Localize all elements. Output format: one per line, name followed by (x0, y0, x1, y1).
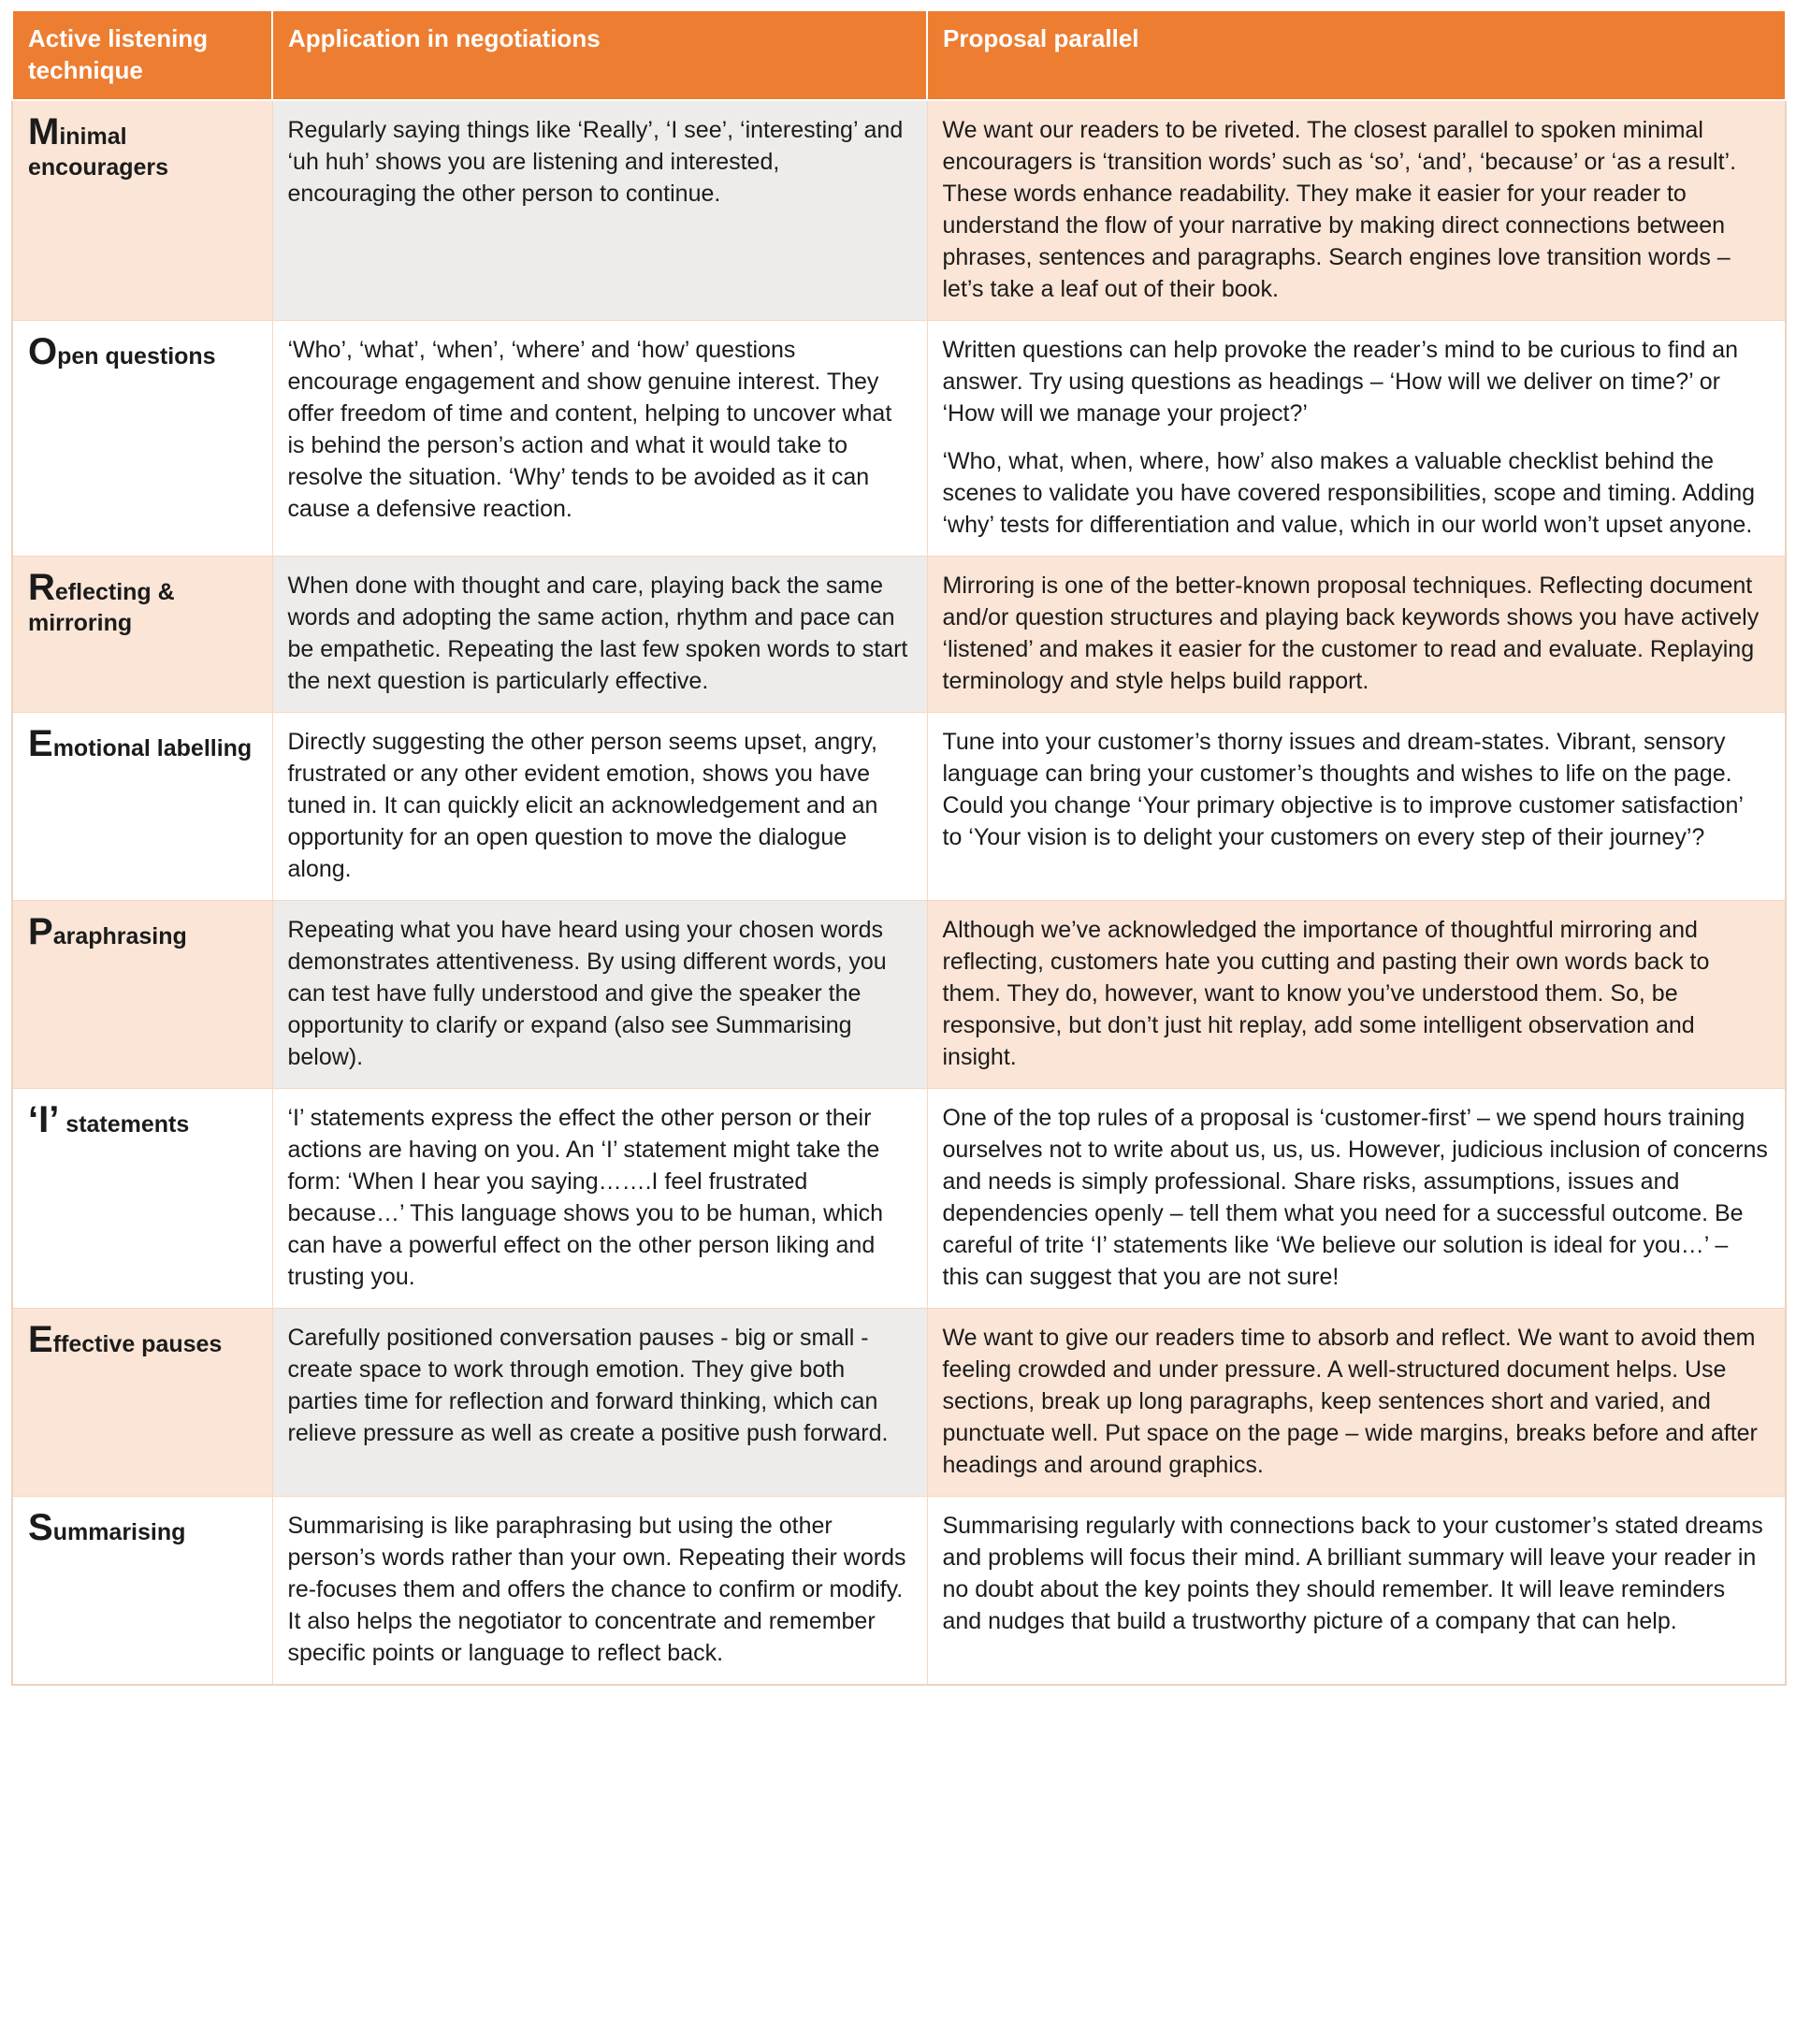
technique-initial: M (28, 111, 60, 152)
application-cell (272, 100, 927, 321)
technique-initial: E (28, 723, 53, 764)
cell-paragraph: Carefully positioned conversation pauses - big or small - create space to work through emotion. They give both parties time for reflection and forward thinking, which can relieve pressure as well as create a positive push forward. (287, 1325, 889, 1446)
technique-initial: E (28, 1319, 53, 1360)
proposal-cell (927, 100, 1786, 321)
proposal-cell (927, 1089, 1786, 1309)
technique-initial: P (28, 911, 53, 952)
table-row (12, 1497, 1786, 1686)
proposal-cell (927, 321, 1786, 557)
column-header-application: Application in negotiations (272, 10, 927, 100)
technique-label: araphrasing (52, 923, 187, 950)
technique-initial: O (28, 331, 58, 372)
table-row (12, 1089, 1786, 1309)
technique-cell (12, 713, 272, 901)
cell-paragraph: We want our readers to be riveted. The closest parallel to spoken minimal encouragers is ‘transition words’ such as ‘so’, ‘and’, ‘because’ or ‘as a result’. These words enhance readability. They make it easier for your reader to understand the flow of your narrative by making direct connections between phrases, sentences and paragraphs. Search engines love transition words – let’s take a leaf out of their book. (942, 117, 1737, 302)
application-cell (272, 1497, 927, 1686)
column-header-technique: Active listening technique (12, 10, 272, 100)
proposal-cell (927, 713, 1786, 901)
proposal-cell (927, 1497, 1786, 1686)
technique-cell (12, 1089, 272, 1309)
table-header-row (12, 10, 1786, 100)
technique-label: eflecting & mirroring (28, 579, 175, 636)
cell-paragraph: Although we’ve acknowledged the importance of thoughtful mirroring and reflecting, customers hate you cutting and pasting their own words back to them. They do, however, want to know you’ve understood them. So, be responsive, but don’t just hit replay, add some intelligent observation and insight. (942, 917, 1710, 1070)
technique-label: pen questions (57, 343, 216, 370)
technique-label: statements (59, 1111, 190, 1138)
technique-cell (12, 901, 272, 1089)
table-body (12, 100, 1786, 1685)
technique-label: ffective pauses (52, 1331, 223, 1357)
cell-paragraph: Summarising is like paraphrasing but using the other person’s words rather than your own. Repeating their words re-focuses them and offers the chance to confirm or modify. It also helps the negotiator to concentrate and remember specific points or language to reflect back. (287, 1513, 906, 1666)
cell-paragraph: ‘Who, what, when, where, how’ also makes a valuable checklist behind the scenes to validate you have covered responsibilities, scope and timing. Adding ‘why’ tests for differentiation and value, which in our world won’t upset anyone. (942, 448, 1756, 538)
cell-paragraph: Summarising regularly with connections back to your customer’s stated dreams and problems will focus their mind. A brilliant summary will leave your reader in no doubt about the key points they should remember. It will leave reminders and nudges that build a trustworthy picture of a company that can help. (942, 1513, 1763, 1634)
table-row (12, 713, 1786, 901)
cell-paragraph: Repeating what you have heard using your chosen words demonstrates attentiveness. By using different words, you can test have fully understood and give the speaker the opportunity to clarify or expand (also see Summarising below). (287, 917, 887, 1070)
proposal-cell (927, 901, 1786, 1089)
technique-cell (12, 1497, 272, 1686)
column-header-proposal: Proposal parallel (927, 10, 1786, 100)
technique-cell (12, 557, 272, 713)
table-row (12, 1309, 1786, 1497)
cell-paragraph: Mirroring is one of the better-known proposal techniques. Reflecting document and/or question structures and playing back keywords shows you have actively ‘listened’ and makes it easier for the customer to read and evaluate. Replaying terminology and style helps build rapport. (942, 573, 1760, 694)
technique-label: motional labelling (52, 735, 253, 761)
cell-paragraph: Regularly saying things like ‘Really’, ‘I see’, ‘interesting’ and ‘uh huh’ shows you are listening and interested, encouraging the other person to continue. (287, 117, 904, 207)
technique-label: ummarising (52, 1519, 186, 1545)
cell-paragraph: When done with thought and care, playing back the same words and adopting the same action, rhythm and pace can be empathetic. Repeating the last few spoken words to start the next question is particularly effective. (287, 573, 908, 694)
table-row (12, 901, 1786, 1089)
application-cell (272, 1309, 927, 1497)
technique-cell (12, 321, 272, 557)
proposal-cell (927, 1309, 1786, 1497)
table-row (12, 100, 1786, 321)
cell-paragraph: Written questions can help provoke the reader’s mind to be curious to find an answer. Try using questions as headings – ‘How will we deliver on time?’ or ‘How will we manage your project?’ (942, 337, 1739, 427)
application-cell (272, 321, 927, 557)
technique-cell (12, 100, 272, 321)
table-row (12, 557, 1786, 713)
cell-paragraph: Directly suggesting the other person seems upset, angry, frustrated or any other evident emotion, shows you have tuned in. It can quickly elicit an acknowledgement and an opportunity for an open question to move the dialogue along. (287, 729, 878, 882)
technique-initial: R (28, 567, 55, 608)
technique-cell (12, 1309, 272, 1497)
cell-paragraph: ‘I’ statements express the effect the other person or their actions are having on you. An ‘I’ statement might take the form: ‘When I hear you saying…….I feel frustrated because…’ This language shows you to be human, which can have a powerful effect on the other person liking and trusting you. (287, 1105, 883, 1290)
technique-initial: S (28, 1507, 53, 1548)
table-row (12, 321, 1786, 557)
proposal-cell (927, 557, 1786, 713)
application-cell (272, 713, 927, 901)
technique-initial: ‘I’ (28, 1099, 60, 1140)
cell-paragraph: Tune into your customer’s thorny issues and dream-states. Vibrant, sensory language can bring your customer’s thoughts and wishes to life on the page. Could you change ‘Your primary objective is to improve customer satisfaction’ to ‘Your vision is to delight your customers on every step of their journey’? (942, 729, 1743, 850)
cell-paragraph: ‘Who’, ‘what’, ‘when’, ‘where’ and ‘how’ questions encourage engagement and show genuine interest. They offer freedom of time and content, helping to uncover what is behind the person’s action and what it would take to resolve the situation. ‘Why’ tends to be avoided as it can cause a defensive reaction. (287, 337, 892, 522)
technique-label: inimal encouragers (28, 123, 169, 181)
cell-paragraph: We want to give our readers time to absorb and reflect. We want to avoid them feeling crowded and under pressure. A well-structured document helps. Use sections, break up long paragraphs, keep sentences short and varied, and punctuate well. Put space on the page – wide margins, breaks before and after headings and around graphics. (942, 1325, 1758, 1478)
cell-paragraph: One of the top rules of a proposal is ‘customer-first’ – we spend hours training ourselves not to write about us, us, us. However, judicious inclusion of concerns and needs is simply professional. Share risks, assumptions, issues and dependencies openly – tell them what you need for a successful outcome. Be careful of trite ‘I’ statements like ‘We believe our solution is ideal for you…’ – this can suggest that you are not sure! (942, 1105, 1768, 1290)
application-cell (272, 901, 927, 1089)
application-cell (272, 1089, 927, 1309)
application-cell (272, 557, 927, 713)
active-listening-table (11, 9, 1787, 1686)
